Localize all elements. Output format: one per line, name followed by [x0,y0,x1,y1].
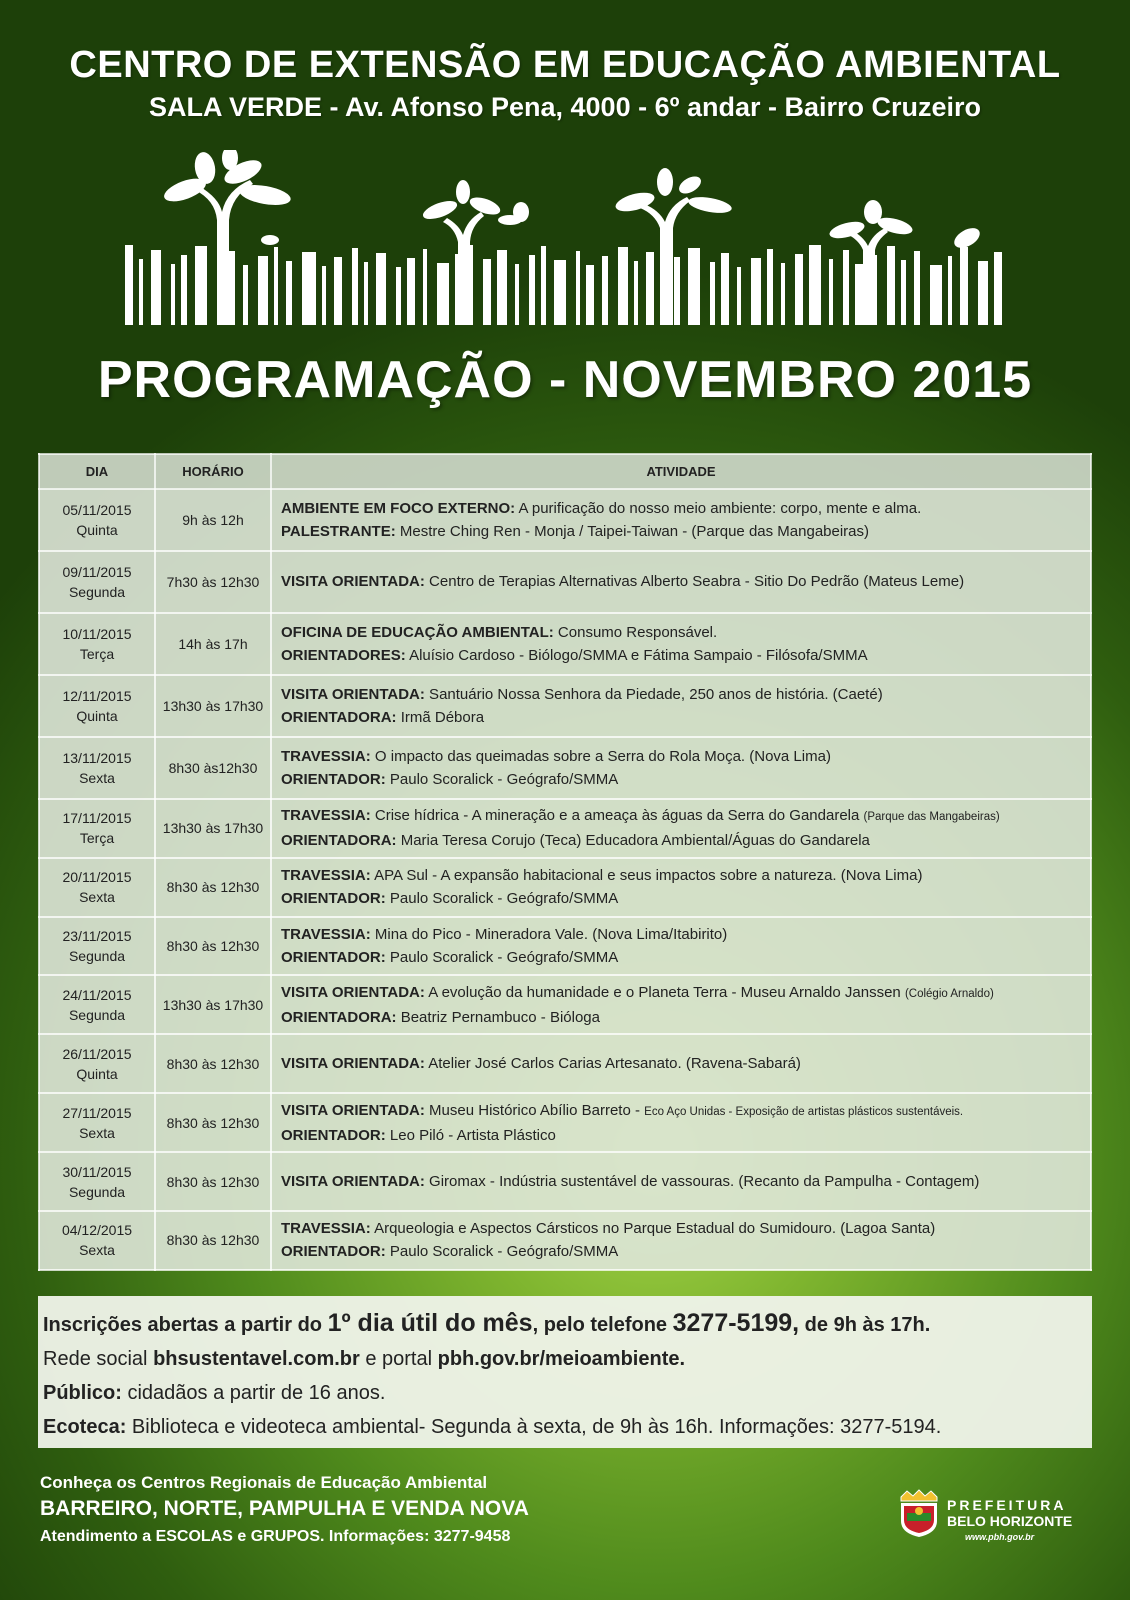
date-cell: 09/11/2015 Segunda [39,551,155,613]
activity-cell: TRAVESSIA: Mina do Pico - Mineradora Vale. (Nova Lima/Itabirito) ORIENTADOR: Paulo Scoralick - Geógrafo/SMMA [271,917,1091,976]
footer-line-2: BARREIRO, NORTE, PAMPULHA E VENDA NOVA [40,1497,529,1520]
footer-line-3: Atendimento a ESCOLAS e GRUPOS. Informações: 3277-9458 [40,1528,511,1545]
activity-cell: VISITA ORIENTADA: Giromax - Indústria sustentável de vassouras. (Recanto da Pampulha - Contagem) [271,1152,1091,1211]
date-cell: 24/11/2015 Segunda [39,975,155,1034]
table-row [39,799,1091,858]
table-row [39,917,1091,976]
table-row [39,489,1091,551]
logo-name-2: BELO HORIZONTE [947,1513,1073,1529]
table-row [39,1034,1091,1093]
activity-cell: AMBIENTE EM FOCO EXTERNO: A purificação do nosso meio ambiente: corpo, mente e alma. PALESTRANTE: Mestre Ching Ren - Monja / Taipei-Taiwan - (Parque das Mangabeiras) [271,489,1091,551]
logo-name-1: PREFEITURA [947,1497,1067,1513]
activity-cell: TRAVESSIA: APA Sul - A expansão habitacional e seus impactos sobre a natureza. (Nova Lima) ORIENTADOR: Paulo Scoralick - Geógrafo/SMMA [271,858,1091,917]
date-cell: 12/11/2015 Quinta [39,675,155,737]
date-cell: 26/11/2015 Quinta [39,1034,155,1093]
ecoteca-info: Ecoteca: Biblioteca e videoteca ambiental- Segunda à sexta, de 9h às 16h. Informações: 3277-5194. [43,1416,942,1438]
table-row [39,1211,1091,1270]
activity-cell: VISITA ORIENTADA: Santuário Nossa Senhora da Piedade, 250 anos de história. (Caeté) ORIENTADORA: Irmã Débora [271,675,1091,737]
column-header-dia: DIA [39,454,155,489]
table-row [39,1152,1091,1211]
time-cell: 8h30 às 12h30 [155,858,271,917]
date-cell: 30/11/2015 Segunda [39,1152,155,1211]
time-cell: 8h30 às 12h30 [155,1093,271,1152]
date-cell: 05/11/2015 Quinta [39,489,155,551]
portal-link[interactable]: pbh.gov.br/meioambiente. [437,1348,686,1370]
date-cell: 10/11/2015 Terça [39,613,155,675]
date-cell: 27/11/2015 Sexta [39,1093,155,1152]
column-header-horario: HORÁRIO [155,454,271,489]
date-cell: 04/12/2015 Sexta [39,1211,155,1270]
activity-cell: VISITA ORIENTADA: Museu Histórico Abílio Barreto - Eco Aço Unidas - Exposição de artistas plásticos sustentáveis. ORIENTADOR: Leo Piló - Artista Plástico [271,1093,1091,1152]
audience-info: Público: cidadãos a partir de 16 anos. [43,1382,386,1404]
activity-cell: TRAVESSIA: Crise hídrica - A mineração e a ameaça às águas da Serra do Gandarela (Parque das Mangabeiras) ORIENTADORA: Maria Teresa Corujo (Teca) Educadora Ambiental/Águas do Gandarela [271,799,1091,858]
time-cell: 7h30 às 12h30 [155,551,271,613]
time-cell: 13h30 às 17h30 [155,975,271,1034]
time-cell: 8h30 às 12h30 [155,1034,271,1093]
table-header-row [39,454,1091,489]
column-header-atividade: ATIVIDADE [271,454,1091,489]
table-row [39,551,1091,613]
social-info: Rede social bhsustentavel.com.br e portal pbh.gov.br/meioambiente. [43,1348,686,1370]
social-link[interactable]: bhsustentavel.com.br [153,1348,360,1370]
table-row [39,1093,1091,1152]
footer [40,1471,529,1551]
activity-cell: VISITA ORIENTADA: Atelier José Carlos Carias Artesanato. (Ravena-Sabará) [271,1034,1091,1093]
time-cell: 8h30 às 12h30 [155,1152,271,1211]
page-title: CENTRO DE EXTENSÃO EM EDUCAÇÃO AMBIENTAL [69,44,1061,86]
table-row [39,858,1091,917]
time-cell: 8h30 às 12h30 [155,1211,271,1270]
footer-line-1: Conheça os Centros Regionais de Educação Ambiental [40,1473,488,1492]
registration-info: Inscrições abertas a partir do 1º dia útil do mês, pelo telefone 3277-5199, de 9h às 17h. [43,1309,931,1337]
table-row [39,975,1091,1034]
time-cell: 8h30 às 12h30 [155,917,271,976]
activity-cell: VISITA ORIENTADA: A evolução da humanidade e o Planeta Terra - Museu Arnaldo Janssen (Colégio Arnaldo) ORIENTADORA: Beatriz Pernambuco - Bióloga [271,975,1091,1034]
coat-of-arms-icon [897,1487,941,1539]
table-row [39,613,1091,675]
program-title: PROGRAMAÇÃO - NOVEMBRO 2015 [97,351,1033,409]
barcode-trees-illustration [125,150,1005,340]
date-cell: 13/11/2015 Sexta [39,737,155,799]
activity-cell: VISITA ORIENTADA: Centro de Terapias Alternativas Alberto Seabra - Sitio Do Pedrão (Mateus Leme) [271,551,1091,613]
time-cell: 14h às 17h [155,613,271,675]
logo-url: www.pbh.gov.br [965,1532,1035,1542]
activity-cell: TRAVESSIA: O impacto das queimadas sobre a Serra do Rola Moça. (Nova Lima) ORIENTADOR: Paulo Scoralick - Geógrafo/SMMA [271,737,1091,799]
info-box [38,1296,1092,1448]
time-cell: 13h30 às 17h30 [155,799,271,858]
date-cell: 20/11/2015 Sexta [39,858,155,917]
activity-cell: OFICINA DE EDUCAÇÃO AMBIENTAL: Consumo Responsável. ORIENTADORES: Aluísio Cardoso - Biólogo/SMMA e Fátima Sampaio - Filósofa/SMMA [271,613,1091,675]
time-cell: 9h às 12h [155,489,271,551]
table-row [39,675,1091,737]
activity-cell: TRAVESSIA: Arqueologia e Aspectos Cársticos no Parque Estadual do Sumidouro. (Lagoa Santa) ORIENTADOR: Paulo Scoralick - Geógrafo/SMMA [271,1211,1091,1270]
table-row [39,737,1091,799]
time-cell: 8h30 às12h30 [155,737,271,799]
prefeitura-logo [897,1487,1077,1547]
time-cell: 13h30 às 17h30 [155,675,271,737]
page-subtitle: SALA VERDE - Av. Afonso Pena, 4000 - 6º andar - Bairro Cruzeiro [148,92,982,122]
date-cell: 23/11/2015 Segunda [39,917,155,976]
schedule-table [38,453,1092,1271]
date-cell: 17/11/2015 Terça [39,799,155,858]
